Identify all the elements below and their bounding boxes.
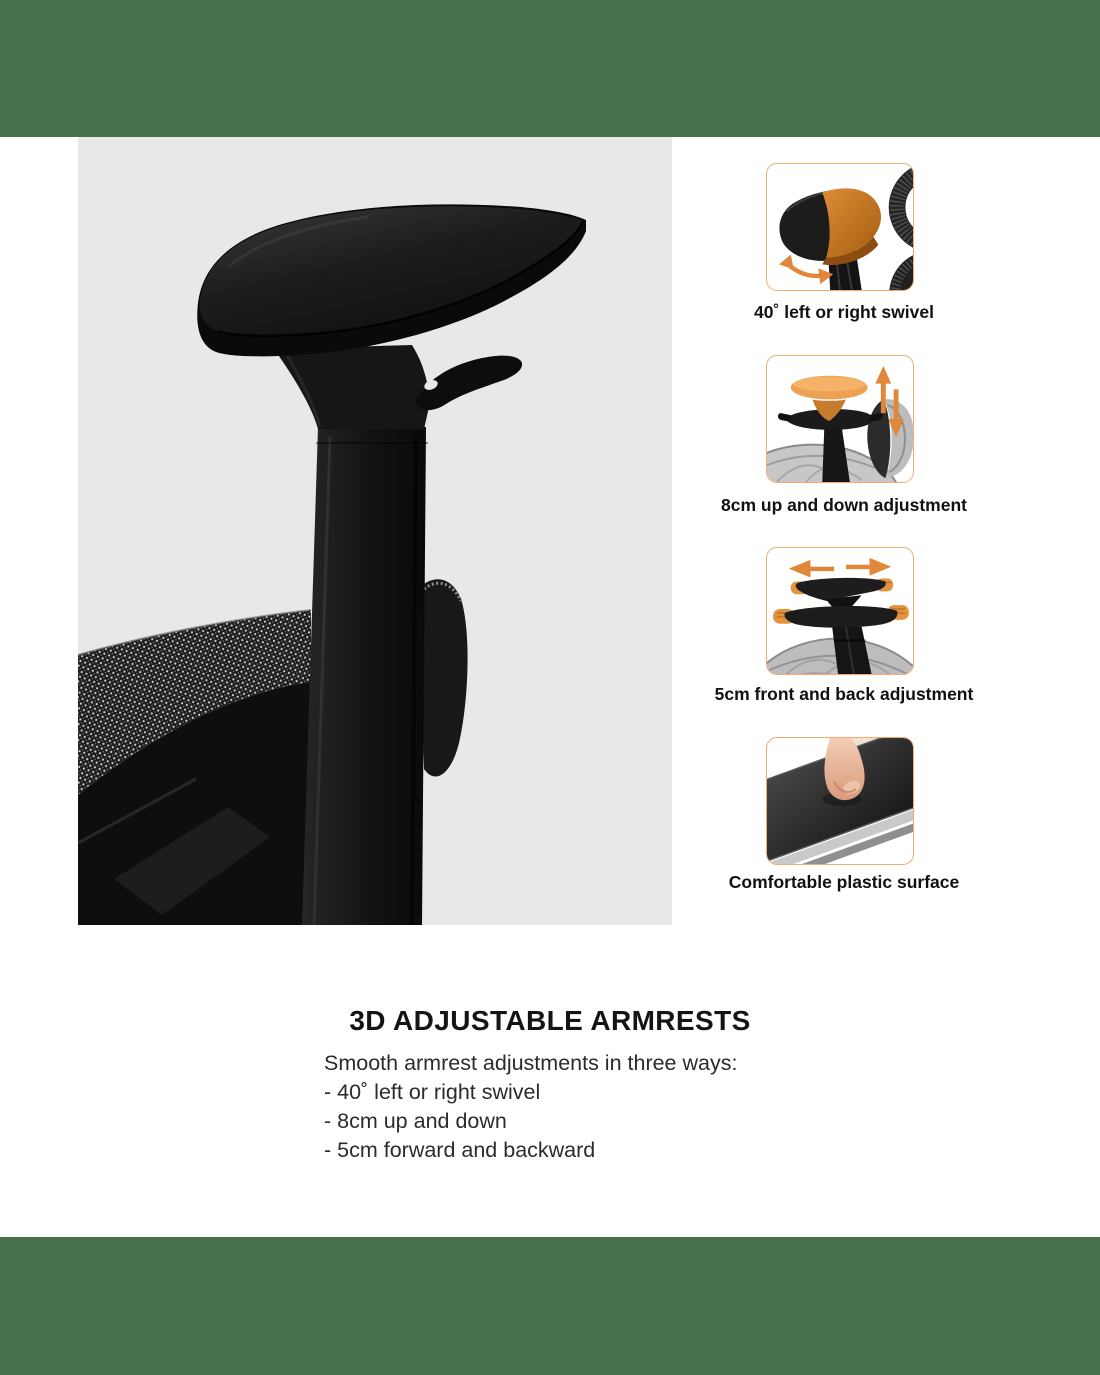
feature-caption-swivel: 40˚ left or right swivel: [754, 302, 934, 322]
armrest-photo: [78, 137, 672, 925]
feature-caption-updown: 8cm up and down adjustment: [721, 495, 967, 515]
armrest-updown-icon: [766, 355, 914, 483]
content-area: [0, 137, 1100, 1237]
armrest-frontback-icon: [766, 547, 914, 675]
description-intro: Smooth armrest adjustments in three ways:: [324, 1051, 738, 1075]
description-block: [0, 1005, 1100, 1165]
armrest-surface-icon: [766, 737, 914, 865]
feature-caption-frontback: 5cm front and back adjustment: [714, 684, 974, 704]
green-band-bottom: [0, 1237, 1100, 1375]
armrest-photo-illustration: [78, 137, 672, 925]
armrest-swivel-icon: [766, 163, 914, 291]
green-band-top: [0, 0, 1100, 137]
description-bullet-frontback: - 5cm forward and backward: [324, 1138, 596, 1162]
page-title: 3D ADJUSTABLE ARMRESTS: [349, 1005, 751, 1036]
feature-panels: [700, 137, 988, 937]
description-bullet-swivel: - 40˚ left or right swivel: [324, 1080, 541, 1104]
description-bullet-updown: - 8cm up and down: [324, 1109, 507, 1133]
feature-caption-surface: Comfortable plastic surface: [728, 872, 960, 892]
